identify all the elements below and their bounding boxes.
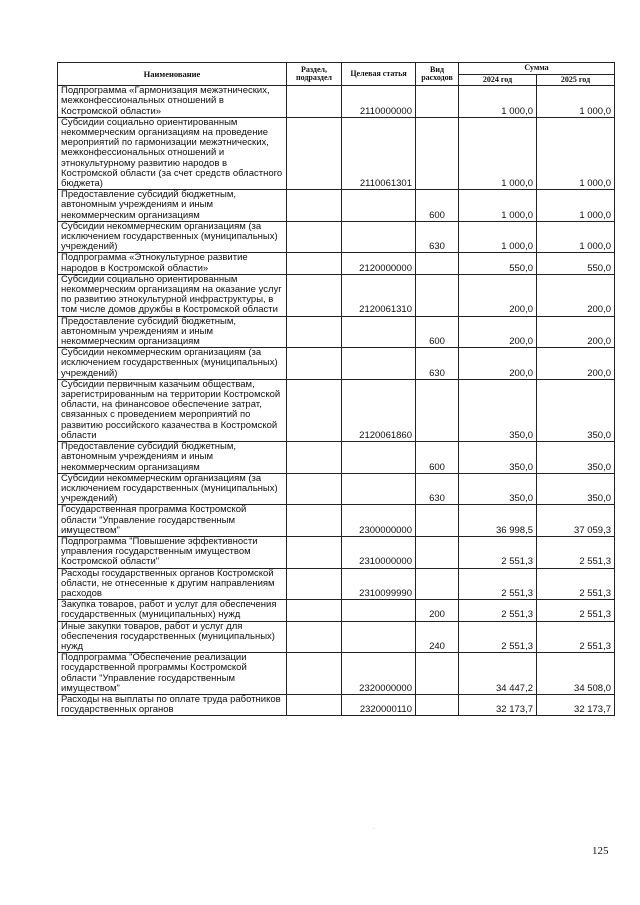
- row-expense-type: [416, 86, 459, 118]
- row-expense-type: 600: [416, 442, 459, 474]
- budget-table: [57, 62, 615, 716]
- row-name: Иные закупки товаров, работ и услуг для обеспечения государственных (муниципальных) нужд: [58, 621, 287, 653]
- row-sum-2024: 200,0: [459, 348, 537, 380]
- row-name: Подпрограмма «Этнокультурное развитие народов в Костромской области»: [58, 253, 287, 274]
- header-expense-type: Вид расходов: [416, 63, 459, 86]
- row-target-code: 2320000110: [342, 694, 416, 715]
- row-target-code: [342, 348, 416, 380]
- row-target-code: [342, 221, 416, 253]
- row-sum-2025: 350,0: [537, 473, 615, 505]
- header-section: Раздел, подраздел: [287, 63, 342, 86]
- row-sum-2024: 2 551,3: [459, 536, 537, 568]
- table-row: [58, 86, 615, 118]
- row-name: Предоставление субсидий бюджетным, автономным учреждениям и иным некоммерческим организациям: [58, 442, 287, 474]
- row-target-code: 2320000000: [342, 653, 416, 695]
- row-expense-type: 240: [416, 621, 459, 653]
- row-expense-type: [416, 253, 459, 274]
- row-expense-type: [416, 379, 459, 441]
- row-sum-2025: 32 173,7: [537, 694, 615, 715]
- row-sum-2025: 2 551,3: [537, 621, 615, 653]
- row-expense-type: 630: [416, 348, 459, 380]
- header-sum: Сумма: [459, 63, 615, 75]
- row-sum-2024: 2 551,3: [459, 600, 537, 621]
- row-name: Расходы государственных органов Костромской области, не отнесенные к другим направлениям расходов: [58, 568, 287, 600]
- row-section: [287, 600, 342, 621]
- row-expense-type: [416, 694, 459, 715]
- row-target-code: 2120000000: [342, 253, 416, 274]
- table-row: [58, 653, 615, 695]
- row-section: [287, 442, 342, 474]
- table-row: [58, 379, 615, 441]
- row-name: Предоставление субсидий бюджетным, автономным учреждениям и иным некоммерческим организациям: [58, 316, 287, 348]
- table-row: [58, 505, 615, 537]
- page-number: 125: [592, 845, 609, 857]
- row-sum-2024: 34 447,2: [459, 653, 537, 695]
- row-sum-2024: 2 551,3: [459, 621, 537, 653]
- row-name: Расходы на выплаты по оплате труда работников государственных органов: [58, 694, 287, 715]
- table-row: [58, 621, 615, 653]
- row-sum-2025: 200,0: [537, 316, 615, 348]
- row-sum-2024: 550,0: [459, 253, 537, 274]
- row-section: [287, 694, 342, 715]
- row-sum-2024: 1 000,0: [459, 117, 537, 189]
- table-body: [58, 86, 615, 716]
- row-name: Субсидии некоммерческим организациям (за исключением государственных (муниципальных) учреждений): [58, 473, 287, 505]
- row-sum-2025: 2 551,3: [537, 568, 615, 600]
- row-section: [287, 653, 342, 695]
- header-year-2024: 2024 год: [459, 74, 537, 86]
- table-row: [58, 117, 615, 189]
- row-name: Субсидии некоммерческим организациям (за исключением государственных (муниципальных) учреждений): [58, 348, 287, 380]
- table-row: [58, 600, 615, 621]
- row-target-code: 2110061301: [342, 117, 416, 189]
- row-name: Субсидии первичным казачьим обществам, зарегистрированным на территории Костромской области, на финансовое обеспечение затрат, связанных с проведением мероприятий по развитию российского казачества в Костромской области: [58, 379, 287, 441]
- row-expense-type: [416, 568, 459, 600]
- row-target-code: 2120061860: [342, 379, 416, 441]
- row-section: [287, 348, 342, 380]
- row-section: [287, 621, 342, 653]
- row-name: Подпрограмма «Гармонизация межэтнических, межконфессиональных отношений в Костромской области»: [58, 86, 287, 118]
- row-target-code: 2310000000: [342, 536, 416, 568]
- table-row: [58, 348, 615, 380]
- row-expense-type: [416, 653, 459, 695]
- row-target-code: 2310099990: [342, 568, 416, 600]
- row-name: Предоставление субсидий бюджетным, автономным учреждениям и иным некоммерческим организациям: [58, 190, 287, 222]
- row-name: Государственная программа Костромской области "Управление государственным имуществом": [58, 505, 287, 537]
- row-sum-2025: 1 000,0: [537, 117, 615, 189]
- row-sum-2024: 200,0: [459, 316, 537, 348]
- row-name: Закупка товаров, работ и услуг для обеспечения государственных (муниципальных) нужд: [58, 600, 287, 621]
- row-sum-2025: 37 059,3: [537, 505, 615, 537]
- row-sum-2024: 350,0: [459, 442, 537, 474]
- row-sum-2024: 32 173,7: [459, 694, 537, 715]
- row-section: [287, 505, 342, 537]
- row-name: Субсидии некоммерческим организациям (за исключением государственных (муниципальных) учреждений): [58, 221, 287, 253]
- row-expense-type: [416, 117, 459, 189]
- header-year-2025: 2025 год: [537, 74, 615, 86]
- row-sum-2025: 2 551,3: [537, 600, 615, 621]
- table-row: [58, 694, 615, 715]
- row-expense-type: 600: [416, 190, 459, 222]
- row-sum-2024: 1 000,0: [459, 221, 537, 253]
- row-section: [287, 190, 342, 222]
- row-name: Субсидии социально ориентированным некоммерческим организациям на оказание услуг по развитию этнокультурной инфраструктуры, в том числе домов дружбы в Костромской области: [58, 274, 287, 316]
- table-row: [58, 316, 615, 348]
- row-target-code: 2300000000: [342, 505, 416, 537]
- row-expense-type: 630: [416, 221, 459, 253]
- row-sum-2025: 1 000,0: [537, 190, 615, 222]
- row-expense-type: 200: [416, 600, 459, 621]
- table-row: [58, 190, 615, 222]
- row-target-code: 2120061310: [342, 274, 416, 316]
- table-row: [58, 221, 615, 253]
- row-sum-2024: 1 000,0: [459, 86, 537, 118]
- row-expense-type: [416, 274, 459, 316]
- row-sum-2025: 2 551,3: [537, 536, 615, 568]
- row-sum-2024: 2 551,3: [459, 568, 537, 600]
- row-expense-type: [416, 536, 459, 568]
- row-sum-2025: 1 000,0: [537, 221, 615, 253]
- table-row: [58, 442, 615, 474]
- row-section: [287, 536, 342, 568]
- row-sum-2025: 34 508,0: [537, 653, 615, 695]
- row-sum-2024: 1 000,0: [459, 190, 537, 222]
- row-sum-2024: 350,0: [459, 379, 537, 441]
- row-sum-2024: 200,0: [459, 274, 537, 316]
- table-row: [58, 274, 615, 316]
- row-expense-type: 630: [416, 473, 459, 505]
- row-sum-2024: 36 998,5: [459, 505, 537, 537]
- table-row: [58, 473, 615, 505]
- row-sum-2025: 350,0: [537, 442, 615, 474]
- row-sum-2025: 550,0: [537, 253, 615, 274]
- row-target-code: [342, 316, 416, 348]
- table-header: [58, 63, 615, 86]
- row-target-code: [342, 621, 416, 653]
- row-target-code: [342, 473, 416, 505]
- row-section: [287, 274, 342, 316]
- row-target-code: 2110000000: [342, 86, 416, 118]
- row-section: [287, 473, 342, 505]
- row-name: Подпрограмма "Обеспечение реализации государственной программы Костромской области "Управление государственным имуществом": [58, 653, 287, 695]
- row-name: Субсидии социально ориентированным некоммерческим организациям на проведение мероприятий по гармонизации межэтнических, межконфессиональных отношений и этнокультурному развитию народов в Костромской области (за счет средств областного бюджета): [58, 117, 287, 189]
- row-sum-2025: 1 000,0: [537, 86, 615, 118]
- row-section: [287, 86, 342, 118]
- row-sum-2024: 350,0: [459, 473, 537, 505]
- table-row: [58, 253, 615, 274]
- header-name: Наименование: [58, 63, 287, 86]
- row-sum-2025: 200,0: [537, 348, 615, 380]
- table-row: [58, 536, 615, 568]
- table-row: [58, 568, 615, 600]
- row-sum-2025: 200,0: [537, 274, 615, 316]
- row-section: [287, 253, 342, 274]
- row-expense-type: [416, 505, 459, 537]
- row-target-code: [342, 600, 416, 621]
- stray-mark: ·: [373, 826, 375, 832]
- row-section: [287, 568, 342, 600]
- row-target-code: [342, 190, 416, 222]
- row-name: Подпрограмма "Повышение эффективности управления государственным имуществом Костромской области": [58, 536, 287, 568]
- header-target: Целевая статья: [342, 63, 416, 86]
- row-section: [287, 379, 342, 441]
- row-expense-type: 600: [416, 316, 459, 348]
- row-section: [287, 316, 342, 348]
- row-section: [287, 221, 342, 253]
- row-target-code: [342, 442, 416, 474]
- row-sum-2025: 350,0: [537, 379, 615, 441]
- row-section: [287, 117, 342, 189]
